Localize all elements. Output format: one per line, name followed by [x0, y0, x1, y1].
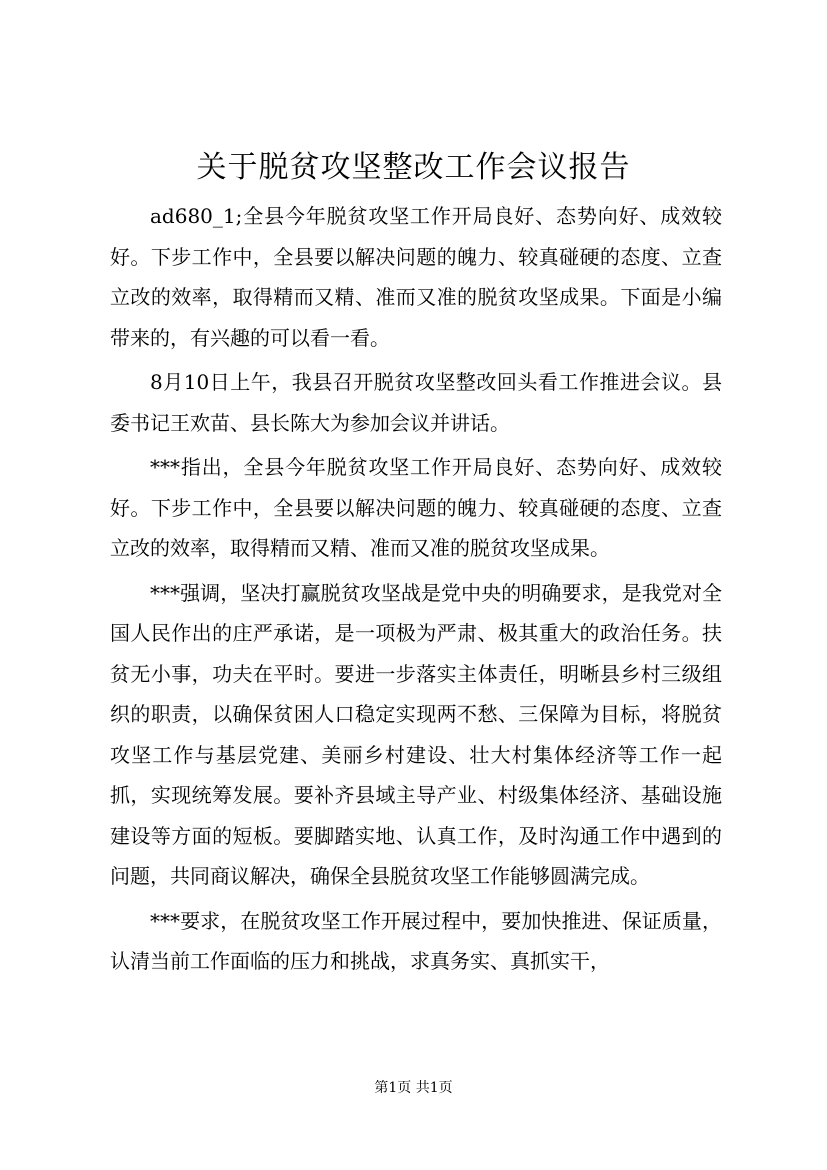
- paragraph-meeting: 8月10日上午，我县召开脱贫攻坚整改回头看工作推进会议。县委书记王欢苗、县长陈大为参加会议并讲话。: [110, 370, 722, 435]
- document-title: 关于脱贫攻坚整改工作会议报告: [196, 150, 631, 185]
- paragraph-required: ***要求，在脱贫攻坚工作开展过程中，要加快推进、保证质量，认清当前工作面临的压力和挑战，求真务实、真抓实干，: [110, 908, 722, 973]
- paragraph-emphasized: ***强调，坚决打赢脱贫攻坚战是党中央的明确要求，是我党对全国人民作出的庄严承诺，是一项极为严肃、极其重大的政治任务。扶贫无小事，功夫在平时。要进一步落实主体责任，明晰县乡村三级组织的职责，以确保贫困人口稳定实现两不愁、三保障为目标，将脱贫攻坚工作与基层党建、美丽乡村建设、壮大村集体经济等工作一起抓，实现统筹发展。要补齐县域主导产业、村级集体经济、基础设施建设等方面的短板。要脚踏实地、认真工作，及时沟通工作中遇到的问题，共同商议解决，确保全县脱贫攻坚工作能够圆满完成。: [110, 580, 722, 888]
- paragraph-intro: ad680_1;全县今年脱贫攻坚工作开局良好、态势向好、成效较好。下步工作中，全县要以解决问题的魄力、较真碰硬的态度、立查立改的效率，取得精而又精、准而又准的脱贫攻坚成果。下面是小编带来的，有兴趣的可以看一看。: [110, 204, 722, 350]
- paragraph-pointed-out: ***指出，全县今年脱贫攻坚工作开局良好、态势向好、成效较好。下步工作中，全县要以解决问题的魄力、较真碰硬的态度、立查立改的效率，取得精而又精、准而又准的脱贫攻坚成果。: [110, 455, 722, 560]
- page-footer: 第1页 共1页: [374, 1080, 453, 1096]
- document-body: [110, 196, 722, 982]
